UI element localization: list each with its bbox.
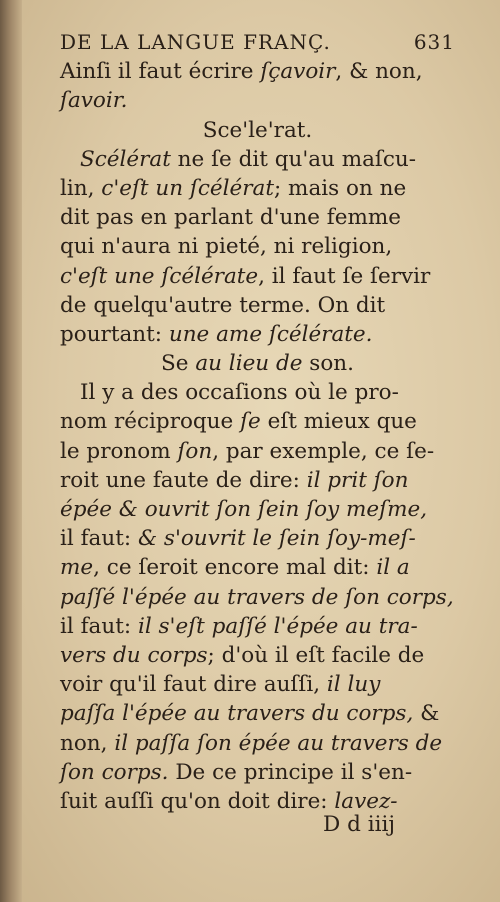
italic-text: paſſé l'épée au travers de ſon corps, bbox=[60, 584, 454, 610]
italic-text: il luy bbox=[326, 672, 381, 698]
roman-text: le pronom bbox=[60, 438, 178, 464]
text-line bbox=[60, 729, 455, 758]
roman-text: son. bbox=[302, 351, 354, 377]
italic-text: épée & ouvrit ſon ſein ſoy meſme, bbox=[60, 497, 428, 522]
text-line bbox=[60, 203, 455, 232]
roman-text: qui n'aura ni pieté, ni religion, bbox=[60, 234, 393, 260]
italic-text: ſavoir. bbox=[60, 88, 128, 114]
roman-text: ne ſe dit qu'au maſcu- bbox=[170, 146, 417, 172]
roman-text: ; mais on ne bbox=[273, 175, 407, 201]
roman-text: ſuit auſſi qu'on doit dire: bbox=[60, 788, 335, 814]
roman-text: nom réciproque bbox=[60, 409, 241, 435]
text-line bbox=[60, 495, 455, 524]
roman-text: voir qu'il faut dire auſſi, bbox=[60, 672, 327, 698]
text-block bbox=[60, 28, 455, 816]
roman-text: & bbox=[413, 701, 440, 727]
running-head bbox=[60, 28, 455, 57]
italic-text: me bbox=[60, 555, 94, 581]
text-line bbox=[60, 291, 455, 320]
roman-text: , & non, bbox=[335, 59, 423, 85]
roman-text: il faut: bbox=[60, 613, 138, 639]
italic-text: au lieu de bbox=[195, 351, 303, 377]
book-spine-shadow bbox=[0, 0, 22, 902]
italic-text: il s'eſt paſſé l'épée au tra- bbox=[137, 613, 418, 639]
text-line bbox=[60, 349, 455, 378]
running-head-title: DE LA LANGUE FRANÇ. bbox=[60, 30, 331, 54]
text-line bbox=[60, 174, 455, 203]
text-line bbox=[60, 320, 455, 349]
roman-text: non, bbox=[60, 730, 115, 756]
italic-text: paſſa l'épée au travers du corps, bbox=[60, 701, 414, 727]
page-number: 631 bbox=[413, 30, 455, 54]
text-line bbox=[60, 612, 455, 641]
italic-text: vers du corps bbox=[60, 642, 208, 668]
body-text bbox=[60, 57, 455, 816]
text-line bbox=[60, 583, 455, 612]
italic-text: il a bbox=[376, 555, 410, 581]
italic-text: & s'ouvrit le ſein ſoy-meſ- bbox=[137, 526, 416, 552]
italic-text: lavez- bbox=[334, 788, 398, 814]
roman-text: Se bbox=[161, 351, 196, 377]
text-line bbox=[60, 407, 455, 436]
text-line bbox=[60, 670, 455, 699]
italic-text: il prit ſon bbox=[306, 467, 409, 493]
text-line bbox=[60, 699, 455, 728]
italic-text: ſon bbox=[177, 438, 213, 464]
signature-mark: D d iiij bbox=[323, 812, 395, 837]
italic-text: il paſſa ſon épée au travers de bbox=[114, 730, 443, 756]
italic-text: ſçavoir bbox=[260, 59, 336, 85]
roman-text: il faut: bbox=[60, 526, 138, 552]
italic-text: c'eſt un ſcélérat bbox=[101, 175, 274, 201]
roman-text: , il faut ſe ſervir bbox=[258, 263, 431, 289]
text-line bbox=[60, 378, 455, 407]
roman-text: roit une faute de dire: bbox=[60, 467, 307, 493]
italic-text: Scélérat bbox=[80, 146, 171, 172]
text-line bbox=[60, 57, 455, 86]
text-line bbox=[60, 86, 455, 115]
text-line bbox=[60, 553, 455, 582]
roman-text: eſt mieux que bbox=[260, 409, 417, 435]
text-line bbox=[60, 116, 455, 145]
roman-text: , par exemple, ce ſe- bbox=[212, 438, 435, 464]
roman-text: ; d'où il eſt facile de bbox=[207, 642, 425, 668]
text-line bbox=[60, 466, 455, 495]
roman-text: dit pas en parlant d'une femme bbox=[60, 205, 401, 231]
italic-text: c'eſt une ſcélérate bbox=[60, 263, 259, 289]
text-line bbox=[60, 145, 455, 174]
text-line bbox=[60, 641, 455, 670]
roman-text: lin, bbox=[60, 175, 102, 201]
roman-text: pourtant: bbox=[60, 321, 169, 347]
italic-text: ſon corps. bbox=[60, 759, 169, 785]
italic-text: ſe bbox=[240, 409, 261, 435]
roman-text: De ce principe il s'en- bbox=[168, 759, 413, 785]
italic-text: une ame ſcélérate. bbox=[168, 321, 373, 347]
text-line bbox=[60, 437, 455, 466]
roman-text: , ce ſeroit encore mal dit: bbox=[93, 555, 377, 581]
text-line bbox=[60, 262, 455, 291]
roman-text: Il y a des occaſions où le pro- bbox=[80, 380, 399, 406]
text-line bbox=[60, 758, 455, 787]
roman-text: Ainſi il faut écrire bbox=[60, 59, 261, 85]
text-line bbox=[60, 524, 455, 553]
roman-text: Sce'le'rat. bbox=[202, 117, 313, 143]
text-line bbox=[60, 232, 455, 261]
roman-text: de quelqu'autre terme. On dit bbox=[60, 292, 386, 318]
